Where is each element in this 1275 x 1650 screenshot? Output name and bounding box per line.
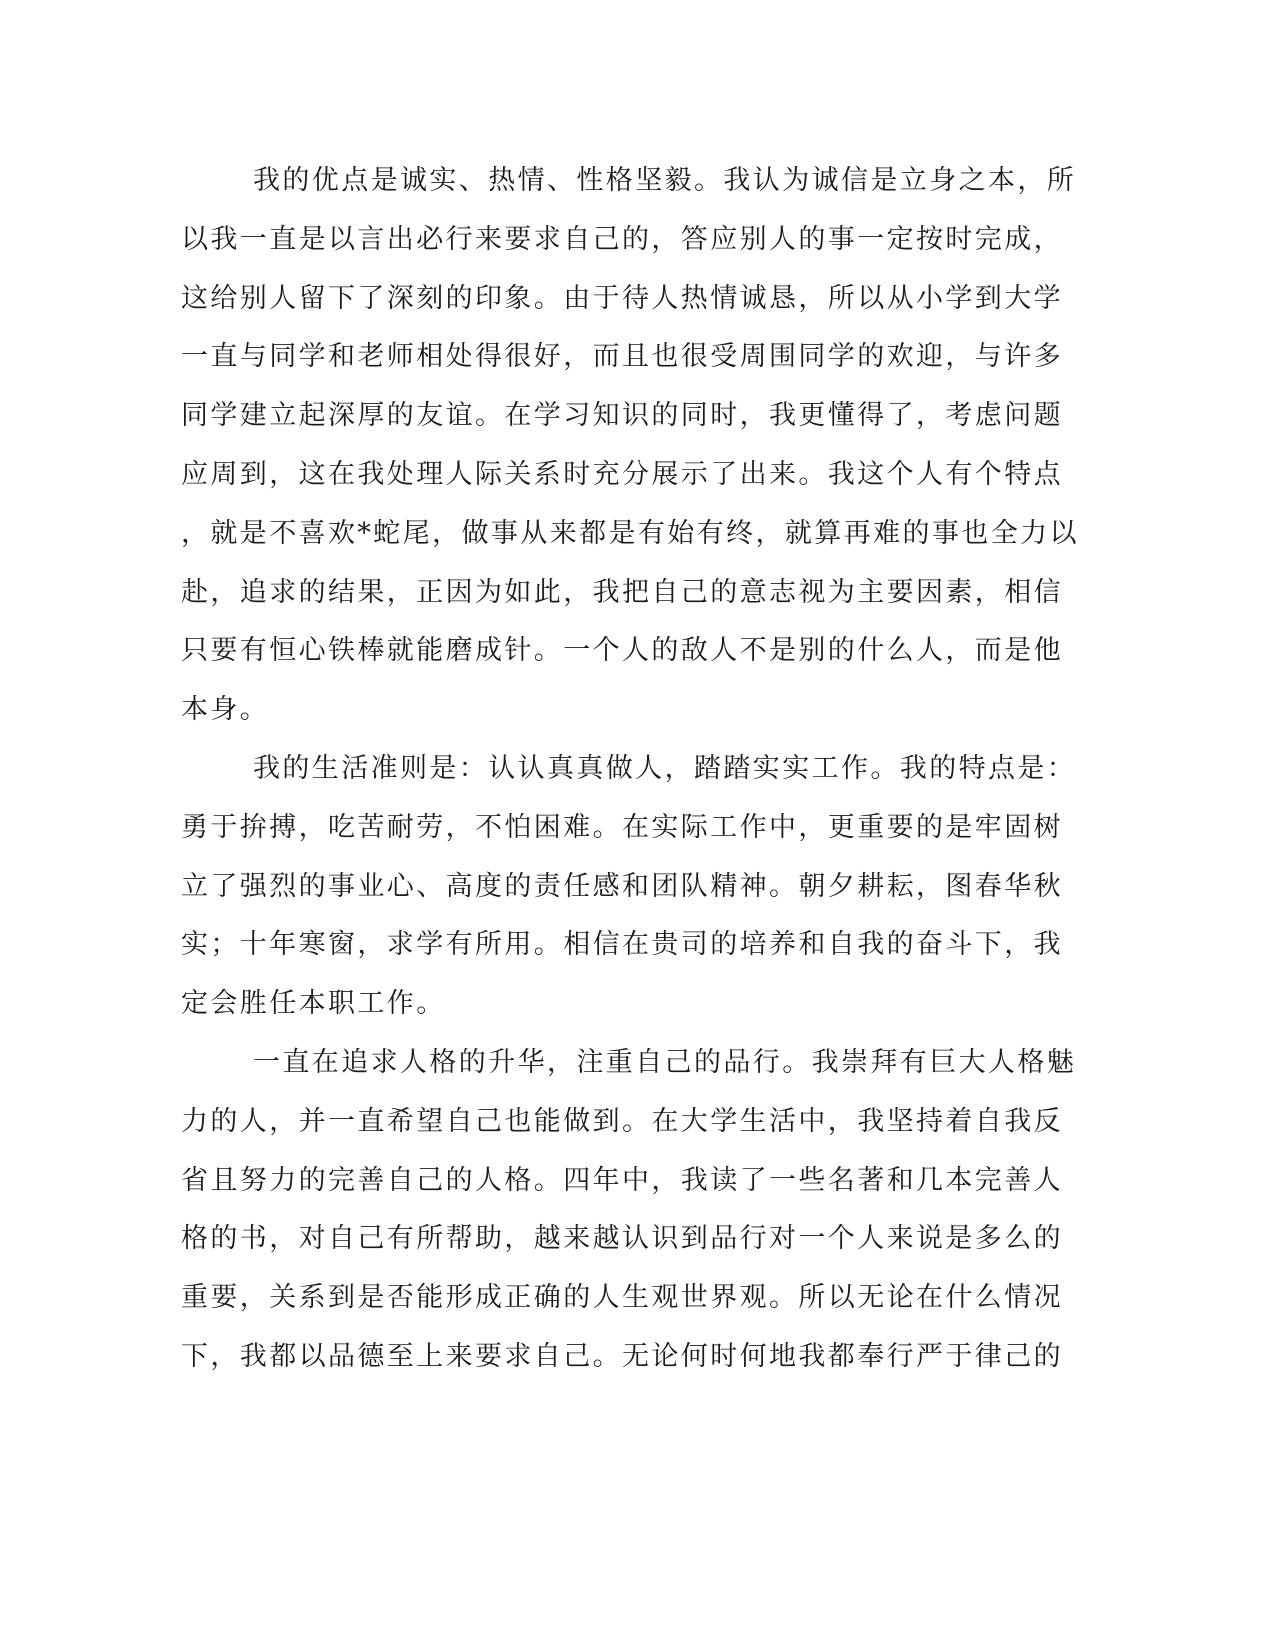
paragraph-1	[181, 152, 1079, 740]
paragraph-line: 应周到，这在我处理人际关系时充分展示了出来。我这个人有个特点	[181, 458, 1063, 490]
paragraph-line: 格的书，对自己有所帮助，越来越认识到品行对一个人来说是多么的	[181, 1223, 1063, 1255]
paragraph-line: 我的生活准则是：认认真真做人，踏踏实实工作。我的特点是：	[253, 752, 1077, 784]
paragraph-line: 勇于拚搏，吃苦耐劳，不怕困难。在实际工作中，更重要的是牢固树	[181, 811, 1063, 843]
paragraph-line: 赴，追求的结果，正因为如此，我把自己的意志视为主要因素，相信	[181, 576, 1063, 608]
paragraph-line: 实；十年寒窗，求学有所用。相信在贵司的培养和自我的奋斗下，我	[181, 929, 1063, 961]
body-text	[181, 152, 1079, 1387]
paragraph-line: 我的优点是诚实、热情、性格坚毅。我认为诚信是立身之本，所	[253, 165, 1077, 196]
paragraph-line: ，就是不喜欢*蛇尾，做事从来都是有始有终，就算再难的事也全力以	[181, 517, 1079, 549]
paragraph-line: 重要，关系到是否能形成正确的人生观世界观。所以无论在什么情况	[181, 1282, 1063, 1314]
paragraph-3	[181, 1034, 1077, 1387]
paragraph-line: 本身。	[181, 694, 270, 726]
paragraph-line: 立了强烈的事业心、高度的责任感和团队精神。朝夕耕耘，图春华秋	[181, 870, 1063, 902]
paragraph-line: 省且努力的完善自己的人格。四年中，我读了一些名著和几本完善人	[181, 1164, 1063, 1196]
paragraph-line: 力的人，并一直希望自己也能做到。在大学生活中，我坚持着自我反	[181, 1105, 1063, 1137]
paragraph-line: 一直与同学和老师相处得很好，而且也很受周围同学的欢迎，与许多	[181, 341, 1063, 373]
paragraph-line: 这给别人留下了深刻的印象。由于待人热情诚恳，所以从小学到大学	[181, 282, 1063, 314]
paragraph-line: 只要有恒心铁棒就能磨成针。一个人的敌人不是别的什么人，而是他	[181, 635, 1063, 667]
paragraph-line: 同学建立起深厚的友谊。在学习知识的同时，我更懂得了，考虑问题	[181, 400, 1063, 432]
paragraph-2	[181, 740, 1077, 1034]
paragraph-line: 以我一直是以言出必行来要求自己的，答应别人的事一定按时完成，	[181, 223, 1063, 255]
paragraph-line: 一直在追求人格的升华，注重自己的品行。我崇拜有巨大人格魅	[253, 1046, 1077, 1078]
paragraph-line: 定会胜任本职工作。	[181, 988, 446, 1020]
paragraph-line: 下，我都以品德至上来要求自己。无论何时何地我都奉行严于律己的	[181, 1340, 1063, 1372]
